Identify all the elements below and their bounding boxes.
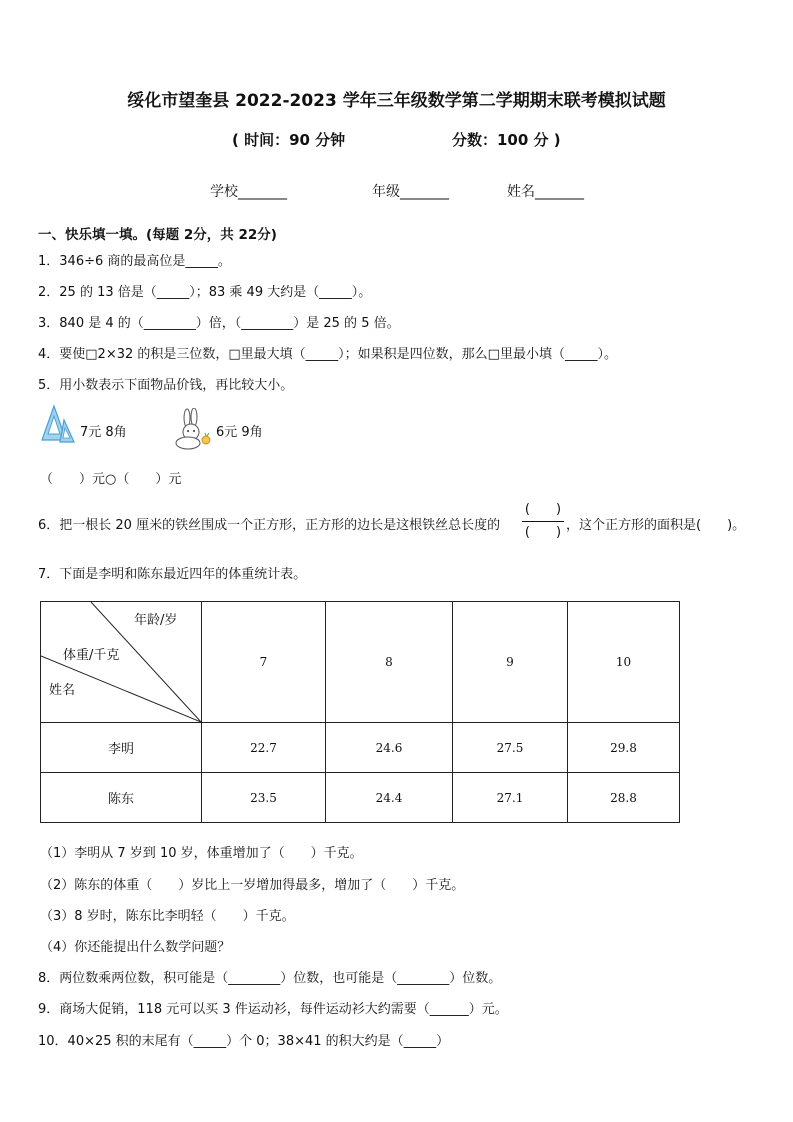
fraction-numerator[interactable]: ( ) [524,502,562,517]
weight-cell: 29.8 [568,723,680,773]
school-field[interactable]: 学校_______ [210,184,287,200]
table-row [41,773,680,823]
table-diagonal-header [41,602,202,723]
question-8: 8．两位数乘两位数，积可能是（________）位数，也可能是（________）位数。 [38,971,502,986]
row-name: 李明 [41,723,202,773]
question-10: 10．40×25 积的末尾有（_____）个 0；38×41 的积大约是（_____） [38,1034,450,1049]
weight-cell: 27.5 [453,723,568,773]
grade-field[interactable]: 年级_______ [372,184,449,200]
exam-score: 分数：100 分 ) [452,131,561,149]
weight-cell: 23.5 [202,773,326,823]
weight-cell: 24.6 [326,723,453,773]
question-6-after: ，这个正方形的面积是( )。 [566,518,746,533]
question-9: 9．商场大促销，118 元可以买 3 件运动衫，每件运动衫大约需要（______）元。 [38,1002,508,1017]
name-field[interactable]: 姓名_______ [507,184,584,200]
triangle-ruler-icon [40,404,76,444]
weight-cell: 27.1 [453,773,568,823]
question-7-3: （3）8 岁时，陈东比李明轻（ ）千克。 [40,909,295,924]
question-2: 2．25 的 13 倍是（_____）；83 乘 49 大约是（_____）。 [38,285,372,300]
question-7-2: （2）陈东的体重（ ）岁比上一岁增加得最多，增加了（ ）千克。 [40,878,465,893]
header-weight: 体重/千克 [63,648,120,663]
row-name: 陈东 [41,773,202,823]
weight-cell: 22.7 [202,723,326,773]
fraction-denominator[interactable]: ( ) [524,525,562,540]
question-1: 1．346÷6 商的最高位是_____。 [38,254,231,269]
header-age: 年龄/岁 [134,613,178,628]
question-7-1: （1）李明从 7 岁到 10 岁，体重增加了（ ）千克。 [40,846,363,861]
price-rabbit: 6元 9角 [216,425,263,440]
section-heading: 一、快乐填一填。(每题 2分，共 22分) [38,227,277,243]
price-ruler: 7元 8角 [80,425,127,440]
rabbit-icon [172,408,214,450]
question-7: 7．下面是李明和陈东最近四年的体重统计表。 [38,567,307,582]
header-name: 姓名 [49,683,76,698]
question-7-4: （4）你还能提出什么数学问题？ [40,940,231,955]
question-3: 3．840 是 4 的（________）倍，（________）是 25 的 5 倍。 [38,316,400,331]
weight-cell: 28.8 [568,773,680,823]
age-cell: 10 [568,602,680,723]
page-title: 绥化市望奎县 2022-2023 学年三年级数学第二学期期末联考模拟试题 [127,91,666,111]
fraction-bar [522,521,564,522]
question-6-fraction [520,500,566,544]
question-4: 4．要使□2×32 的积是三位数，□里最大填（_____）；如果积是四位数，那么□里最小填（_____）。 [38,347,617,362]
exam-time: ( 时间：90 分钟 [232,131,346,149]
age-cell: 8 [326,602,453,723]
table-row [41,723,680,773]
question-5-answer: （ ）元○（ ）元 [40,472,182,487]
question-5: 5．用小数表示下面物品价钱，再比较大小。 [38,378,294,393]
age-cell: 7 [202,602,326,723]
weight-cell: 24.4 [326,773,453,823]
question-6-before: 6．把一根长 20 厘米的铁丝围成一个正方形，正方形的边长是这根铁丝总长度的 [38,518,501,533]
weight-table [40,601,680,823]
age-cell: 9 [453,602,568,723]
